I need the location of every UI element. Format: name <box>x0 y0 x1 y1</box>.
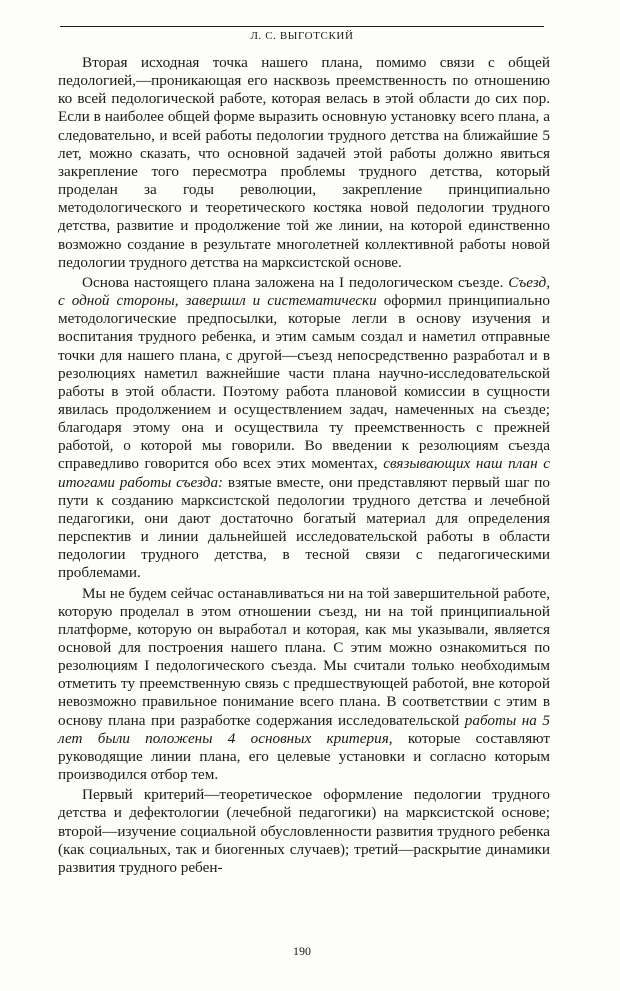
text-run: Основа настоящего плана заложена на I педологическом съезде. <box>82 273 509 291</box>
paragraph <box>58 54 550 272</box>
text-run: Первый критерий—теоретическое оформление педологии трудного детства и дефектологии (лечебной педагогики) на марксистской основе; второй—изучение социальной обусловленности развития трудного ребенка (как социальных, так и биогенных случаев); третий—раскрытие динамики развития трудного ребен- <box>58 786 550 876</box>
italic-text: работы на 5 лет были положены 4 основных критерия, <box>58 711 550 747</box>
paragraph <box>58 585 550 785</box>
header-rule <box>60 26 544 27</box>
text-run: Мы не будем сейчас останавливаться ни на той завершительной работе, которую проделал в этом отношении съезд, ни на той принципиальной платформе, которую он выработал и которая, как мы указывали, является основой для построения нашего плана. С этим можно ознакомиться по резолюциям I педологического съезда. Мы считали только необходимым отметить ту преемственную связь с предшествующей работой, вне которой невозможно правильное понимание всего плана. В соответствии с этим в основу плана при разработке содержания исследовательской <box>58 584 550 729</box>
italic-text: связывающих наш план с итогами работы съезда: <box>58 455 550 491</box>
text-run: которые составляют руководящие линии плана, его целевые установки и согласно которым производился отбор тем. <box>58 729 550 784</box>
text-run: Вторая исходная точка нашего плана, помимо связи с общей педологией,—проникающая его насквозь преемственность по отношению ко всей педологической работе, которая велась в этой области до сих пор. Если в наиболее общей форме выразить основную установку всего плана, а следовательно, и всей работы педологии трудного детства на ближайшие 5 лет, можно сказать, что основной задачей этой работы должно явиться закрепление того пересмотра проблемы трудного детства, который проделан за годы революции, закрепление принципиально методологического и теоретического костяка новой педологии трудного детства, развитие и продолжение той же линии, на которой единственно возможно создание в результате многолетней коллективной работы новой педологии трудного детства на марксистской основе. <box>58 54 550 271</box>
paragraph <box>58 786 550 877</box>
page-number: 190 <box>293 944 311 958</box>
running-head: Л. С. ВЫГОТСКИЙ <box>250 30 354 42</box>
text-run: оформил принципиально методологические предпосылки, которые легли в основу изучения и воспитания трудного ребенка, и этим самым создал и наметил отправные точки для нашего плана, с другой—съезд непосредственно разработал и в резолюциях наметил важнейшие части плана научно-исследовательской работы в этой области. Поэтому работа плановой комиссии в сущности явилась продолжением и осуществлением задач, намеченных на съезде; благодаря этому она и осуществила ту преемственность с прежней работой, о которой мы говорили. Во введении к резолюциям съезда справедливо говорится обо всех этих моментах, <box>58 292 550 473</box>
italic-text: Съезд, с одной стороны, завершил и систематически <box>58 273 550 310</box>
text-run: взятые вместе, они представляют первый шаг по пути к созданию марксистской педологии трудного детства и лечебной педагогики, они дают достаточно богатый материал для определения перспектив и линии дальнейшей исследовательской работы в области педологии трудного детства, в тесной связи с педагогическими проблемами. <box>58 473 550 582</box>
paragraph <box>58 274 550 583</box>
body-text <box>58 54 550 879</box>
